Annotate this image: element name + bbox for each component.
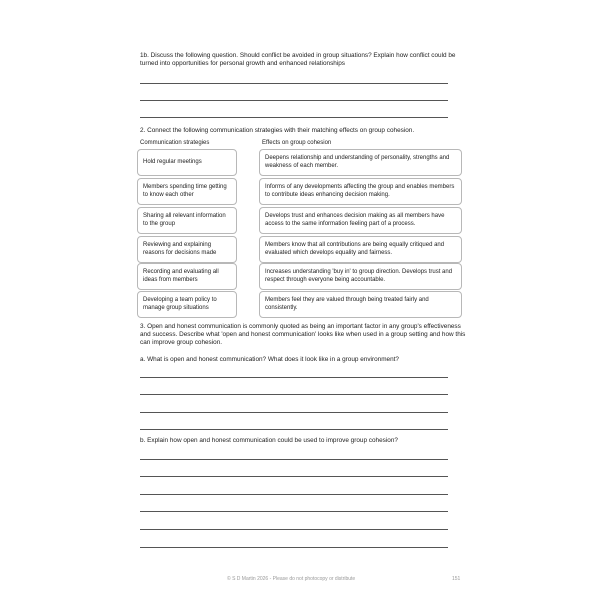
answer-line <box>140 412 448 413</box>
effect-box[interactable]: Increases understanding 'buy in' to group direction. Develops trust and respect through everyone being accountable. <box>259 263 462 290</box>
strategy-box[interactable]: Developing a team policy to manage group situations <box>137 291 237 318</box>
column-header-strategies: Communication strategies <box>140 140 210 146</box>
strategy-box[interactable]: Hold regular meetings <box>137 149 237 176</box>
strategy-box[interactable]: Sharing all relevant information to the group <box>137 207 237 234</box>
copyright-footer: © S D Martin 2026 - Please do not photocopy or distribute <box>227 576 356 582</box>
question-3: 3. Open and honest communication is commonly quoted as being an important factor in any group's effectiveness and success. Describe what 'open and honest communication' looks like when used in a group setting and how this can improve group cohesion. <box>140 323 466 347</box>
strategy-box[interactable]: Recording and evaluating all ideas from members <box>137 263 237 290</box>
answer-line <box>140 377 448 378</box>
answer-line <box>140 476 448 477</box>
answer-line <box>140 459 448 460</box>
question-3a: a. What is open and honest communication? What does it look like in a group environment? <box>140 356 399 363</box>
answer-line <box>140 529 448 530</box>
page-number: 151 <box>452 576 461 582</box>
effect-box[interactable]: Deepens relationship and understanding of personality, strengths and weakness of each member. <box>259 149 462 176</box>
answer-line <box>140 83 448 84</box>
answer-line <box>140 511 448 512</box>
answer-line <box>140 100 448 101</box>
question-3b: b. Explain how open and honest communication could be used to improve group cohesion? <box>140 437 398 444</box>
question-1b: 1b. Discuss the following question. Should conflict be avoided in group situations? Explain how conflict could be turned into opportunities for personal growth and enhanced relationships <box>140 52 456 68</box>
answer-line <box>140 547 448 548</box>
answer-line <box>140 429 448 430</box>
answer-line <box>140 394 448 395</box>
strategy-box[interactable]: Reviewing and explaining reasons for decisions made <box>137 236 237 263</box>
question-2: 2. Connect the following communication strategies with their matching effects on group cohesion. <box>140 127 415 134</box>
answer-line <box>140 494 448 495</box>
answer-line <box>140 117 448 118</box>
effect-box[interactable]: Members know that all contributions are being equally critiqued and evaluated which develops equality and fairness. <box>259 236 462 263</box>
strategy-box[interactable]: Members spending time getting to know each other <box>137 178 237 205</box>
column-header-effects: Effects on group cohesion <box>262 140 332 146</box>
effect-box[interactable]: Develops trust and enhances decision making as all members have access to the same information feeling part of a process. <box>259 207 462 234</box>
effect-box[interactable]: Members feel they are valued through being treated fairly and consistently. <box>259 291 462 318</box>
effect-box[interactable]: Informs of any developments affecting the group and enables members to contribute ideas enhancing decision making. <box>259 178 462 205</box>
